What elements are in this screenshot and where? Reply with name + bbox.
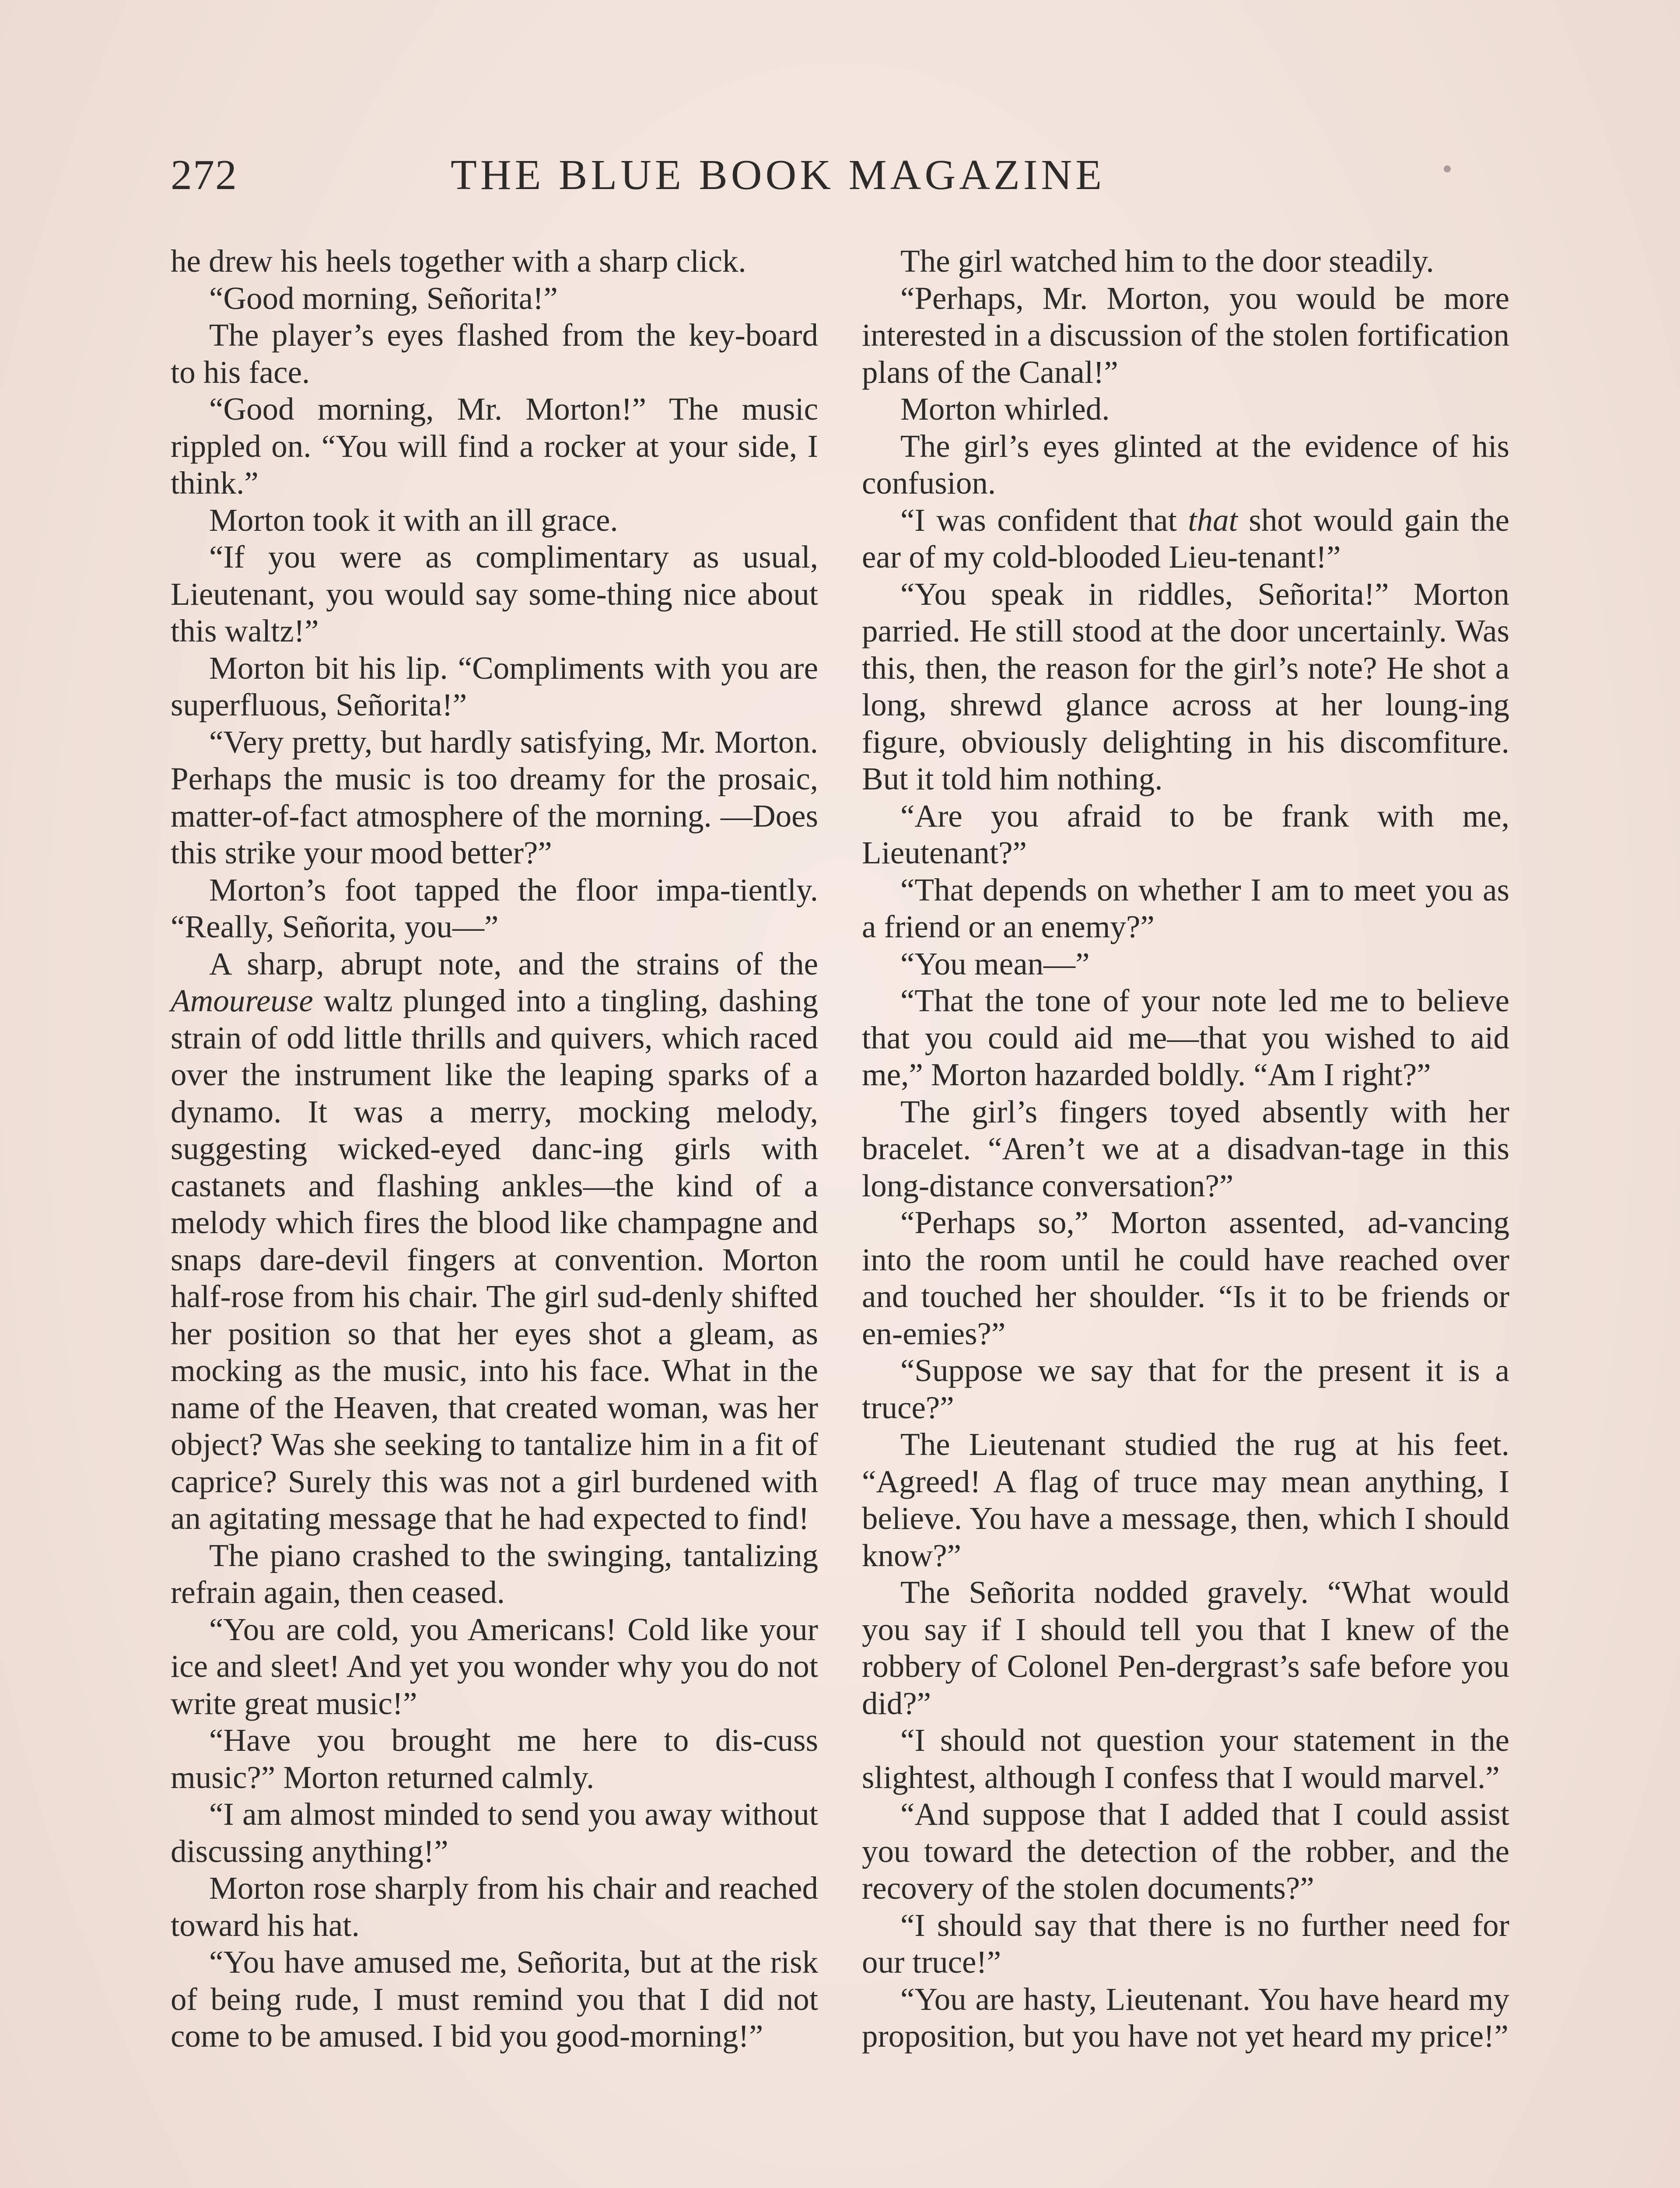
paragraph: Morton’s foot tapped the floor impa-tiently. “Really, Señorita, you—” [171, 872, 818, 944]
paragraph [862, 502, 1509, 576]
paragraph: “And suppose that I added that I could assist you toward the detection of the robber, and the recovery of the stolen documents?” [862, 1796, 1509, 1906]
paragraph: “Perhaps so,” Morton assented, ad-vancing into the room until he could have reached over and touched her shoulder. “Is it to be friends or en-emies?” [862, 1205, 1509, 1351]
paragraph: “Perhaps, Mr. Morton, you would be more interested in a discussion of the stolen fortification plans of the Canal!” [862, 280, 1509, 390]
paragraph: Morton rose sharply from his chair and reached toward his hat. [171, 1870, 818, 1943]
paragraph: “Very pretty, but hardly satisfying, Mr. Morton. Perhaps the music is too dreamy for the prosaic, matter-of-fact atmosphere of the morning. —Does this strike your mood better?” [171, 724, 818, 870]
paragraph: Morton took it with an ill grace. [209, 502, 618, 538]
ink-speck [1444, 165, 1451, 172]
paragraph: Morton bit his lip. “Compliments with you are superfluous, Señorita!” [171, 650, 818, 722]
paragraph [171, 946, 818, 1537]
italic-text: Amoureuse [171, 983, 313, 1018]
paragraph: “Good morning, Señorita!” [209, 280, 558, 316]
paragraph: The girl watched him to the door steadily. [900, 243, 1434, 279]
paragraph: “I should not question your statement in the slightest, although I confess that I would marvel.” [862, 1722, 1509, 1795]
paragraph: “Have you brought me here to dis-cuss music?” Morton returned calmly. [171, 1722, 818, 1795]
paragraph: “You speak in riddles, Señorita!” Morton parried. He still stood at the door uncertainly. Was this, then, the reason for the girl’s note? He shot a long, shrewd glance across at her loung-ing figure, obviously delighting in his discomfiture. But it told him nothing. [862, 576, 1509, 796]
paragraph: “That depends on whether I am to meet you as a friend or an enemy?” [862, 872, 1509, 944]
paragraph: “You have amused me, Señorita, but at the risk of being rude, I must remind you that I did not come to be amused. I bid you good-morning!” [171, 1944, 818, 2054]
paragraph: “If you were as complimentary as usual, Lieutenant, you would say some-thing nice about this waltz!” [171, 539, 818, 649]
paragraph: “I am almost minded to send you away without discussing anything!” [171, 1796, 818, 1869]
paragraph: “Good morning, Mr. Morton!” The music rippled on. “You will find a rocker at your side, I think.” [171, 391, 818, 501]
paragraph-text: “I was confident that [900, 502, 1188, 538]
magazine-title: THE BLUE BOOK MAGAZINE [451, 151, 1106, 199]
paragraph: “You are hasty, Lieutenant. You have heard my proposition, but you have not yet heard my price!” [862, 1981, 1509, 2054]
italic-text: that [1188, 502, 1238, 538]
paragraph-text: A sharp, abrupt note, and the strains of the [209, 946, 818, 982]
paragraph: The Señorita nodded gravely. “What would you say if I should tell you that I knew of the robbery of Colonel Pen-dergrast’s safe before you did?” [862, 1574, 1509, 1721]
paragraph: he drew his heels together with a sharp click. [171, 243, 746, 279]
paragraph: “I should say that there is no further need for our truce!” [862, 1907, 1509, 1980]
paragraph: The girl’s fingers toyed absently with her bracelet. “Aren’t we at a disadvan-tage in this long-distance conversation?” [862, 1094, 1509, 1203]
paragraph-text: shot would gain the ear of my cold-blooded Lieu-tenant!” [862, 502, 1509, 575]
page-number: 272 [171, 151, 238, 199]
paragraph: The piano crashed to the swinging, tantalizing refrain again, then ceased. [171, 1537, 818, 1610]
paragraph: The Lieutenant studied the rug at his feet. “Agreed! A flag of truce may mean anything, I believe. You have a message, then, which I should know?” [862, 1427, 1509, 1573]
paragraph: The girl’s eyes glinted at the evidence of his confusion. [862, 428, 1509, 501]
paragraph: “Suppose we say that for the present it is a truce?” [862, 1353, 1509, 1425]
paragraph: “That the tone of your note led me to believe that you could aid me—that you wished to aid me,” Morton hazarded boldly. “Am I right?” [862, 983, 1509, 1092]
article-body [171, 243, 1518, 2188]
paragraph: The player’s eyes flashed from the key-board to his face. [171, 317, 818, 390]
paragraph-text: waltz plunged into a tingling, dashing strain of odd little thrills and quivers, which raced over the instrument like the leaping sparks of a dynamo. It was a merry, mocking melody, suggesting wicked-eyed danc-ing girls with castanets and flashing ankles—the kind of a melody which fires the blood like champagne and snaps dare-devil fingers at convention. Morton half-rose from his chair. The girl sud-denly shifted her position so that her eyes shot a gleam, as mocking as the music, into his face. What in the name of the Heaven, that created woman, was her object? Was she seeking to tantalize him in a fit of caprice? Surely this was not a girl burdened with an agitating message that he had expected to find! [171, 983, 818, 1536]
paragraph: “Are you afraid to be frank with me, Lieutenant?” [862, 798, 1509, 870]
page-header [171, 144, 1518, 214]
paragraph: Morton whirled. [900, 391, 1110, 427]
paragraph: “You mean—” [900, 946, 1090, 982]
left-column [171, 243, 818, 2055]
right-column [862, 243, 1509, 2055]
paragraph: “You are cold, you Americans! Cold like your ice and sleet! And yet you wonder why you do not write great music!” [171, 1611, 818, 1721]
